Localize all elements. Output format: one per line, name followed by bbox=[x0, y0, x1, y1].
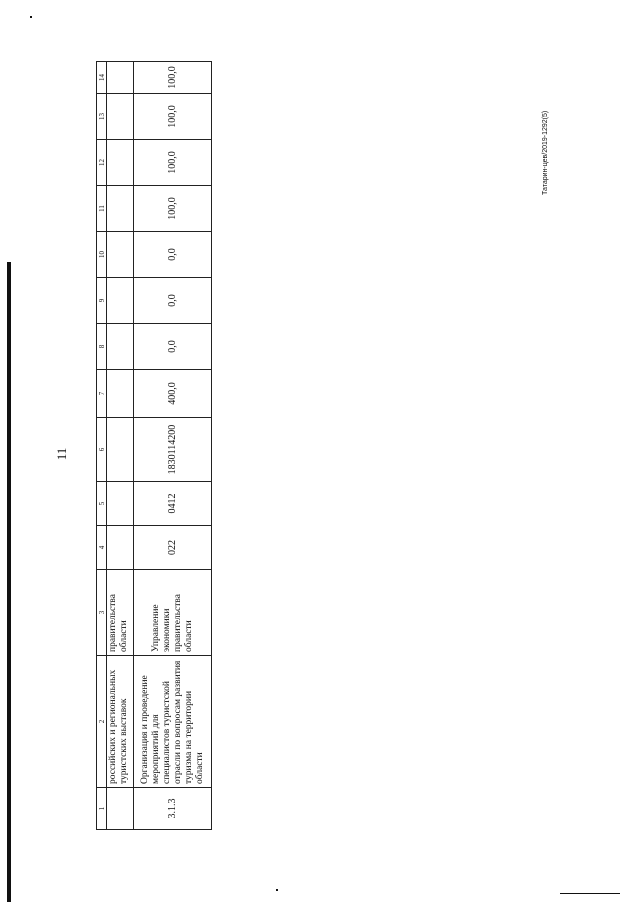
column-number: 1 bbox=[97, 788, 107, 830]
amount-cell: 0,0 bbox=[134, 324, 212, 370]
cell bbox=[107, 232, 134, 278]
responsible-executor: правительства области bbox=[107, 570, 134, 656]
column-number: 4 bbox=[97, 526, 107, 570]
amount-cell: 100,0 bbox=[134, 140, 212, 186]
scan-dot bbox=[30, 16, 32, 18]
column-number: 2 bbox=[97, 656, 107, 788]
section-code: 0412 bbox=[134, 482, 212, 526]
column-number: 8 bbox=[97, 324, 107, 370]
table-row bbox=[134, 62, 212, 830]
scan-edge-line-left bbox=[7, 262, 11, 902]
column-number: 11 bbox=[97, 186, 107, 232]
cell bbox=[107, 140, 134, 186]
amount-cell: 100,0 bbox=[134, 62, 212, 94]
column-number: 6 bbox=[97, 418, 107, 482]
column-number: 10 bbox=[97, 232, 107, 278]
cell bbox=[107, 186, 134, 232]
activity-name: российских и региональных туристских выставок bbox=[107, 656, 134, 788]
column-number: 14 bbox=[97, 62, 107, 94]
column-number: 12 bbox=[97, 140, 107, 186]
column-number-row bbox=[97, 62, 107, 830]
table-row bbox=[107, 62, 134, 830]
scan-edge-line-bottom bbox=[560, 893, 620, 894]
cell bbox=[107, 278, 134, 324]
page-number: 11 bbox=[54, 447, 69, 461]
document-code: Татарин-цев/2019-1292(5) bbox=[542, 110, 549, 195]
column-number: 7 bbox=[97, 370, 107, 418]
target-article-code: 1830114200 bbox=[134, 418, 212, 482]
cell bbox=[107, 324, 134, 370]
amount-cell: 0,0 bbox=[134, 278, 212, 324]
amount-cell: 0,0 bbox=[134, 232, 212, 278]
cell bbox=[107, 482, 134, 526]
budget-table bbox=[96, 61, 212, 830]
cell bbox=[107, 526, 134, 570]
column-number: 13 bbox=[97, 94, 107, 140]
amount-cell: 400,0 bbox=[134, 370, 212, 418]
budget-table-rotated bbox=[96, 62, 212, 830]
column-number: 5 bbox=[97, 482, 107, 526]
amount-cell: 100,0 bbox=[134, 186, 212, 232]
cell bbox=[107, 62, 134, 94]
cell bbox=[107, 94, 134, 140]
column-number: 9 bbox=[97, 278, 107, 324]
activity-name: Организация и проведение мероприятий для специалистов туристской отрасли по вопросам развития туризма на территории области bbox=[134, 656, 212, 788]
cell bbox=[107, 418, 134, 482]
scan-dot bbox=[276, 889, 278, 891]
cell bbox=[107, 370, 134, 418]
responsible-executor: Управление экономики правительства области bbox=[134, 570, 212, 656]
row-number: 3.1.3 bbox=[134, 788, 212, 830]
amount-cell: 100,0 bbox=[134, 94, 212, 140]
row-number bbox=[107, 788, 134, 830]
column-number: 3 bbox=[97, 570, 107, 656]
ministry-code: 022 bbox=[134, 526, 212, 570]
